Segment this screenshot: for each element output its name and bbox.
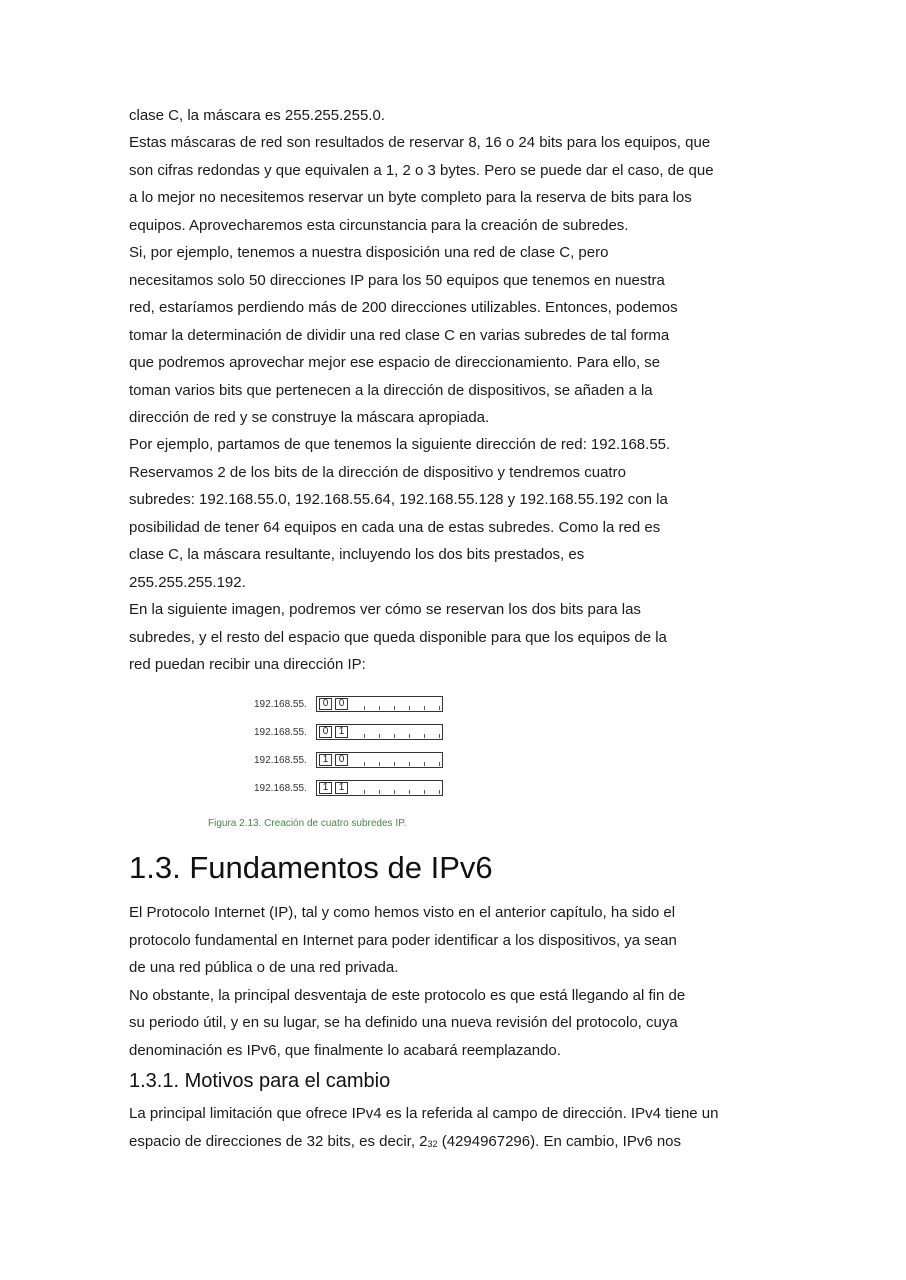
paragraph-line: necesitamos solo 50 direcciones IP para los 50 equipos que tenemos en nuestra	[129, 271, 665, 289]
paragraph-line: subredes: 192.168.55.0, 192.168.55.64, 192.168.55.128 y 192.168.55.192 con la	[129, 491, 668, 509]
paragraph-line: tomar la determinación de dividir una red clase C en varias subredes de tal forma	[129, 326, 670, 344]
bit-field	[316, 752, 443, 768]
paragraph-line: toman varios bits que pertenecen a la dirección de dispositivos, se añaden a la	[129, 381, 653, 399]
subnet-bit: 0	[335, 698, 348, 710]
host-bit-tick	[424, 706, 425, 710]
exponent: 32	[427, 1139, 438, 1149]
paragraph-line: Reservamos 2 de los bits de la dirección de dispositivo y tendremos cuatro	[129, 463, 626, 481]
paragraph-line: de una red pública o de una red privada.	[129, 959, 399, 976]
bit-field	[316, 780, 443, 796]
paragraph-line: clase C, la máscara es 255.255.255.0.	[129, 107, 385, 124]
subnet-row	[200, 696, 460, 714]
paragraph-line: El Protocolo Internet (IP), tal y como hemos visto en el anterior capítulo, ha sido el	[129, 904, 676, 921]
host-bit-tick	[424, 790, 425, 794]
paragraph-line: En la siguiente imagen, podremos ver cómo se reservan los dos bits para las	[129, 601, 641, 619]
host-bit-tick	[394, 790, 395, 794]
paragraph-text: (4294967296). En cambio, IPv6 nos	[437, 1133, 682, 1150]
subnet-figure	[200, 690, 500, 835]
subnet-bit: 1	[335, 726, 348, 738]
host-bit-tick	[409, 790, 410, 794]
host-bit-tick	[439, 762, 440, 766]
paragraph-line: Si, por ejemplo, tenemos a nuestra disposición una red de clase C, pero	[129, 244, 609, 262]
host-bit-tick	[364, 790, 365, 794]
paragraph-line: 255.255.255.192.	[129, 573, 246, 591]
paragraph-line: son cifras redondas y que equivalen a 1, 2 o 3 bytes. Pero se puede dar el caso, de que	[129, 161, 714, 179]
host-bit-tick	[364, 706, 365, 710]
paragraph-line: que podremos aprovechar mejor ese espacio de direccionamiento. Para ello, se	[129, 354, 661, 372]
host-bit-tick	[394, 762, 395, 766]
paragraph-line	[129, 1133, 681, 1152]
subnet-prefix: 192.168.55.	[254, 783, 307, 794]
paragraph-line: posibilidad de tener 64 equipos en cada una de estas subredes. Como la red es	[129, 518, 661, 536]
paragraph-line: su periodo útil, y en su lugar, se ha definido una nueva revisión del protocolo, cuya	[129, 1014, 678, 1031]
paragraph-line: dirección de red y se construye la máscara apropiada.	[129, 408, 490, 426]
paragraph-line: Estas máscaras de red son resultados de reservar 8, 16 o 24 bits para los equipos, que	[129, 134, 711, 152]
paragraph-line: Por ejemplo, partamos de que tenemos la siguiente dirección de red: 192.168.55.	[129, 436, 671, 454]
host-bit-tick	[439, 790, 440, 794]
host-bit-tick	[364, 762, 365, 766]
subnet-bit: 0	[335, 754, 348, 766]
subnet-bit: 0	[319, 726, 332, 738]
subnet-bit: 1	[335, 782, 348, 794]
host-bit-tick	[379, 790, 380, 794]
host-bit-tick	[409, 706, 410, 710]
subnet-prefix: 192.168.55.	[254, 699, 307, 710]
paragraph-line: clase C, la máscara resultante, incluyendo los dos bits prestados, es	[129, 546, 585, 564]
host-bit-tick	[364, 734, 365, 738]
subnet-row	[200, 752, 460, 770]
host-bit-tick	[439, 706, 440, 710]
paragraph-line: red, estaríamos perdiendo más de 200 direcciones utilizables. Entonces, podemos	[129, 299, 678, 317]
host-bit-tick	[394, 706, 395, 710]
subnet-bit: 1	[319, 782, 332, 794]
paragraph-line: red puedan recibir una dirección IP:	[129, 656, 366, 673]
paragraph-line: protocolo fundamental en Internet para poder identificar a los dispositivos, ya sean	[129, 931, 677, 949]
paragraph-line: denominación es IPv6, que finalmente lo acabará reemplazando.	[129, 1041, 561, 1059]
host-bit-tick	[379, 762, 380, 766]
subnet-row	[200, 780, 460, 798]
paragraph-line: La principal limitación que ofrece IPv4 es la referida al campo de dirección. IPv4 tiene un	[129, 1105, 719, 1122]
section-heading: 1.3. Fundamentos de IPv6	[129, 850, 493, 885]
subnet-prefix: 192.168.55.	[254, 755, 307, 766]
paragraph-text: espacio de direcciones de 32 bits, es decir, 2	[129, 1133, 428, 1150]
subnet-row	[200, 724, 460, 742]
host-bit-tick	[379, 734, 380, 738]
host-bit-tick	[424, 734, 425, 738]
figure-caption: Figura 2.13. Creación de cuatro subredes IP.	[208, 818, 407, 829]
host-bit-tick	[394, 734, 395, 738]
host-bit-tick	[409, 734, 410, 738]
subnet-prefix: 192.168.55.	[254, 727, 307, 738]
host-bit-tick	[379, 706, 380, 710]
subnet-bit: 0	[319, 698, 332, 710]
bit-field	[316, 724, 443, 740]
paragraph-line: equipos. Aprovecharemos esta circunstancia para la creación de subredes.	[129, 216, 629, 234]
subsection-heading: 1.3.1. Motivos para el cambio	[129, 1070, 391, 1092]
host-bit-tick	[424, 762, 425, 766]
paragraph-line: No obstante, la principal desventaja de este protocolo es que está llegando al fin de	[129, 986, 686, 1004]
paragraph-line: a lo mejor no necesitemos reservar un byte completo para la reserva de bits para los	[129, 189, 692, 207]
host-bit-tick	[409, 762, 410, 766]
paragraph-line: subredes, y el resto del espacio que queda disponible para que los equipos de la	[129, 628, 667, 646]
host-bit-tick	[439, 734, 440, 738]
subnet-bit: 1	[319, 754, 332, 766]
bit-field	[316, 696, 443, 712]
